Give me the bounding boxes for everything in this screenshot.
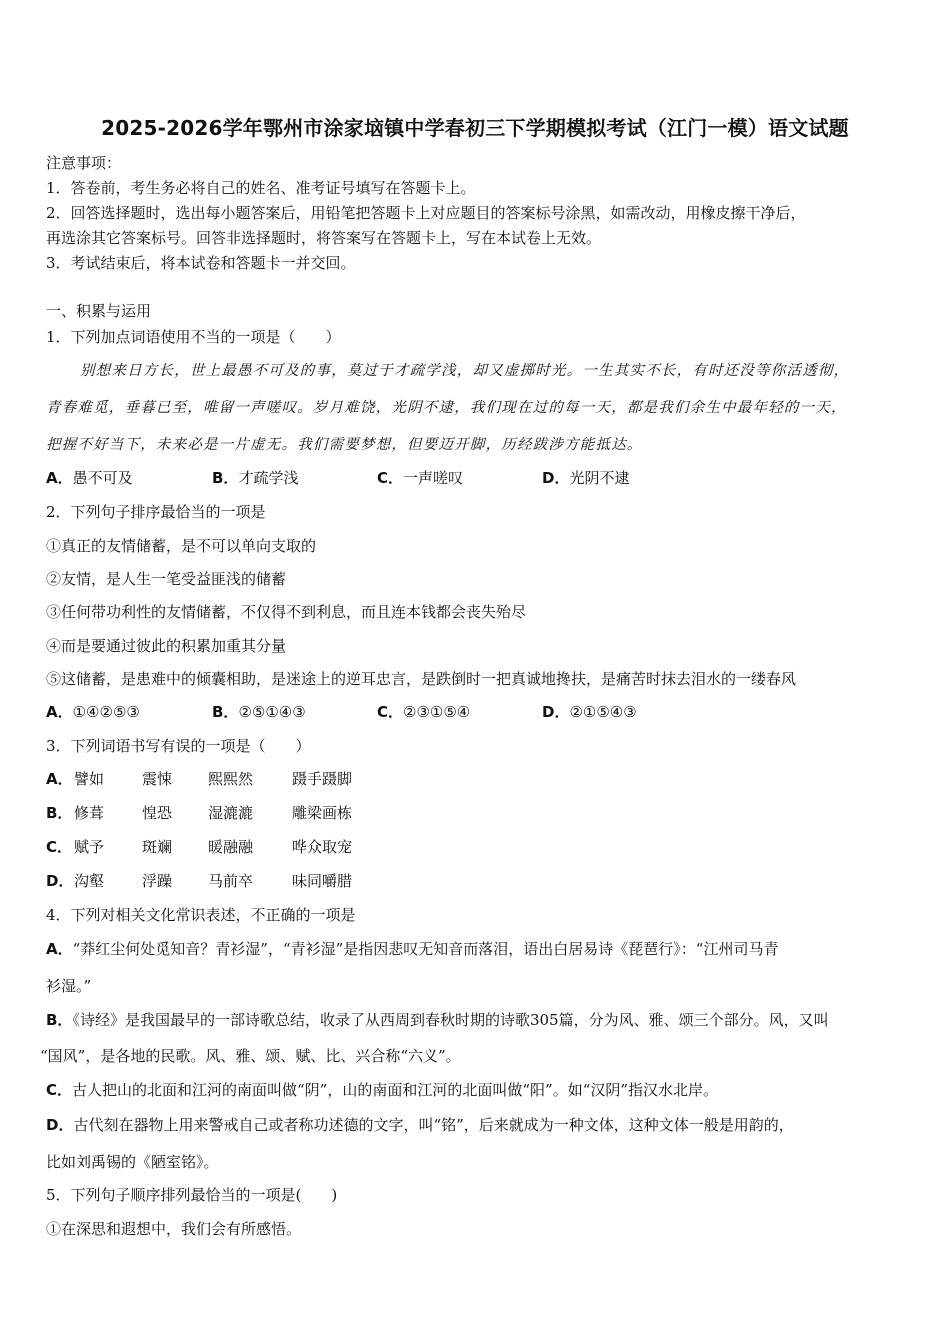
option-text: 《诗经》是我国最早的一部诗歌总结，收录了从西周到春秋时期的诗歌305篇，分为风、雅、颂三个部分。风，又叫 (72, 1011, 829, 1029)
option-letter: B． (46, 1011, 73, 1029)
question-1-stem: 1．下列加点词语使用不当的一项是（ ） (46, 328, 341, 346)
option-letter: A． (46, 469, 73, 487)
question-1-option-b[interactable] (212, 468, 298, 488)
word: 沟壑 (74, 872, 105, 890)
option-text: “莽红尘何处觅知音？青衫湿”，“青衫湿”是指因悲叹无知音而落泪，语出白居易诗《琵琶行》：“江州司马青 (72, 940, 779, 958)
question-1-option-a[interactable] (46, 468, 133, 488)
question-1-passage-line: 把握不好当下，未来必是一片虚无。我们需要梦想，但要迈开脚，历经跋涉方能抵达。 (46, 437, 643, 453)
question-2-sentence: ③任何带功利性的友情储蓄，不仅得不到利息，而且连本钱都会丧失殆尽 (46, 603, 527, 621)
option-letter: A． (46, 770, 73, 788)
question-2-option-b[interactable] (212, 702, 306, 722)
question-1-passage-line: 别想来日方长，世上最愚不可及的事，莫过于才疏学浅，却又虚掷时光。一生其实不长，有时还没等你活透彻， (80, 363, 850, 379)
word: 震悚 (142, 770, 173, 788)
option-text: 古代刻在器物上用来警戒自己或者称功述德的文字，叫“铭”，后来就成为一种文体，这种文体一般是用韵的， (73, 1116, 794, 1134)
option-text: 光阴不逮 (569, 469, 630, 487)
notice-item: 2．回答选择题时，选出每小题答案后，用铅笔把答题卡上对应题目的答案标号涂黑，如需改动，用橡皮擦干净后， (46, 204, 806, 222)
word: 浮躁 (142, 872, 173, 890)
question-2-sentence: ①真正的友情储蓄，是不可以单向支取的 (46, 537, 317, 555)
option-text: 一声嗟叹 (403, 469, 464, 487)
question-2-sentence: ⑤这储蓄，是患难中的倾囊相助，是迷途上的逆耳忠言，是跌倒时一把真诚地搀扶，是痛苦时抹去泪水的一缕春风 (46, 670, 797, 688)
notice-heading: 注意事项： (46, 154, 122, 172)
question-2-sentence: ②友情，是人生一笔受益匪浅的储蓄 (46, 570, 287, 588)
option-text: ②⑤①④③ (238, 703, 306, 721)
question-1-option-c[interactable] (377, 468, 463, 488)
notice-item: 3．考试结束后，将本试卷和答题卡一并交回。 (46, 254, 356, 272)
option-letter: D． (542, 703, 570, 721)
option-text: 愚不可及 (72, 469, 133, 487)
option-letter: B． (212, 703, 239, 721)
option-letter: C． (377, 703, 404, 721)
word: 雕梁画栋 (292, 804, 353, 822)
option-text: 才疏学浅 (238, 469, 299, 487)
word: 湿漉漉 (208, 804, 254, 822)
option-text: 古人把山的北面和江河的南面叫做“阴”，山的南面和江河的北面叫做“阳”。如“汉阴”指汉水北岸。 (72, 1081, 719, 1099)
option-letter: B． (212, 469, 239, 487)
option-text: ②①⑤④③ (569, 703, 637, 721)
notice-item: 再选涂其它答案标号。回答非选择题时，将答案写在答题卡上，写在本试卷上无效。 (46, 229, 602, 247)
question-2-stem: 2．下列句子排序最恰当的一项是 (46, 503, 266, 521)
question-5-stem: 5．下列句子顺序排列最恰当的一项是( ) (46, 1186, 338, 1204)
word: 马前卒 (208, 872, 254, 890)
option-letter: C． (46, 1081, 73, 1099)
option-text: “国风”，是各地的民歌。风、雅、颂、赋、比、兴合称“六义”。 (40, 1047, 461, 1065)
question-3-stem: 3．下列词语书写有误的一项是（ ） (46, 737, 311, 755)
option-letter: C． (46, 838, 73, 856)
option-letter: D． (46, 1116, 74, 1134)
question-1-passage-line: 青春难觅，垂暮已至，唯留一声嗟叹。岁月难饶，光阴不逮，我们现在过的每一天，都是我们余生中最年轻的一天， (46, 400, 847, 416)
word: 熙熙然 (208, 770, 254, 788)
option-text: ①④②⑤③ (72, 703, 140, 721)
option-text: ②③①⑤④ (403, 703, 471, 721)
word: 修葺 (74, 804, 105, 822)
word: 斑斓 (142, 838, 173, 856)
option-letter: C． (377, 469, 404, 487)
word: 譬如 (74, 770, 105, 788)
option-letter: B． (46, 804, 73, 822)
word: 赋予 (74, 838, 105, 856)
word: 蹑手蹑脚 (292, 770, 353, 788)
question-5-sentence: ①在深思和遐想中，我们会有所感悟。 (46, 1220, 302, 1238)
word: 惶恐 (142, 804, 173, 822)
option-text: 比如刘禹锡的《陋室铭》。 (46, 1153, 219, 1171)
option-letter: A． (46, 940, 73, 958)
word: 暖融融 (208, 838, 254, 856)
word: 哗众取宠 (292, 838, 353, 856)
option-letter: D． (542, 469, 570, 487)
page-title: 2025-2026学年鄂州市涂家垴镇中学春初三下学期模拟考试（江门一模）语文试题 (101, 116, 849, 140)
option-letter: A． (46, 703, 73, 721)
question-1-option-d[interactable] (542, 468, 629, 488)
question-4-stem: 4．下列对相关文化常识表述，不正确的一项是 (46, 906, 356, 924)
question-2-option-c[interactable] (377, 702, 470, 722)
notice-item: 1．答卷前，考生务必将自己的姓名、准考证号填写在答题卡上。 (46, 179, 476, 197)
question-2-option-d[interactable] (542, 702, 637, 722)
word: 味同嚼腊 (292, 872, 353, 890)
question-2-option-a[interactable] (46, 702, 140, 722)
option-letter: D． (46, 872, 74, 890)
section-heading: 一、积累与运用 (46, 302, 152, 320)
option-text: 衫湿。” (46, 977, 92, 995)
question-2-sentence: ④而是要通过彼此的积累加重其分量 (46, 637, 287, 655)
